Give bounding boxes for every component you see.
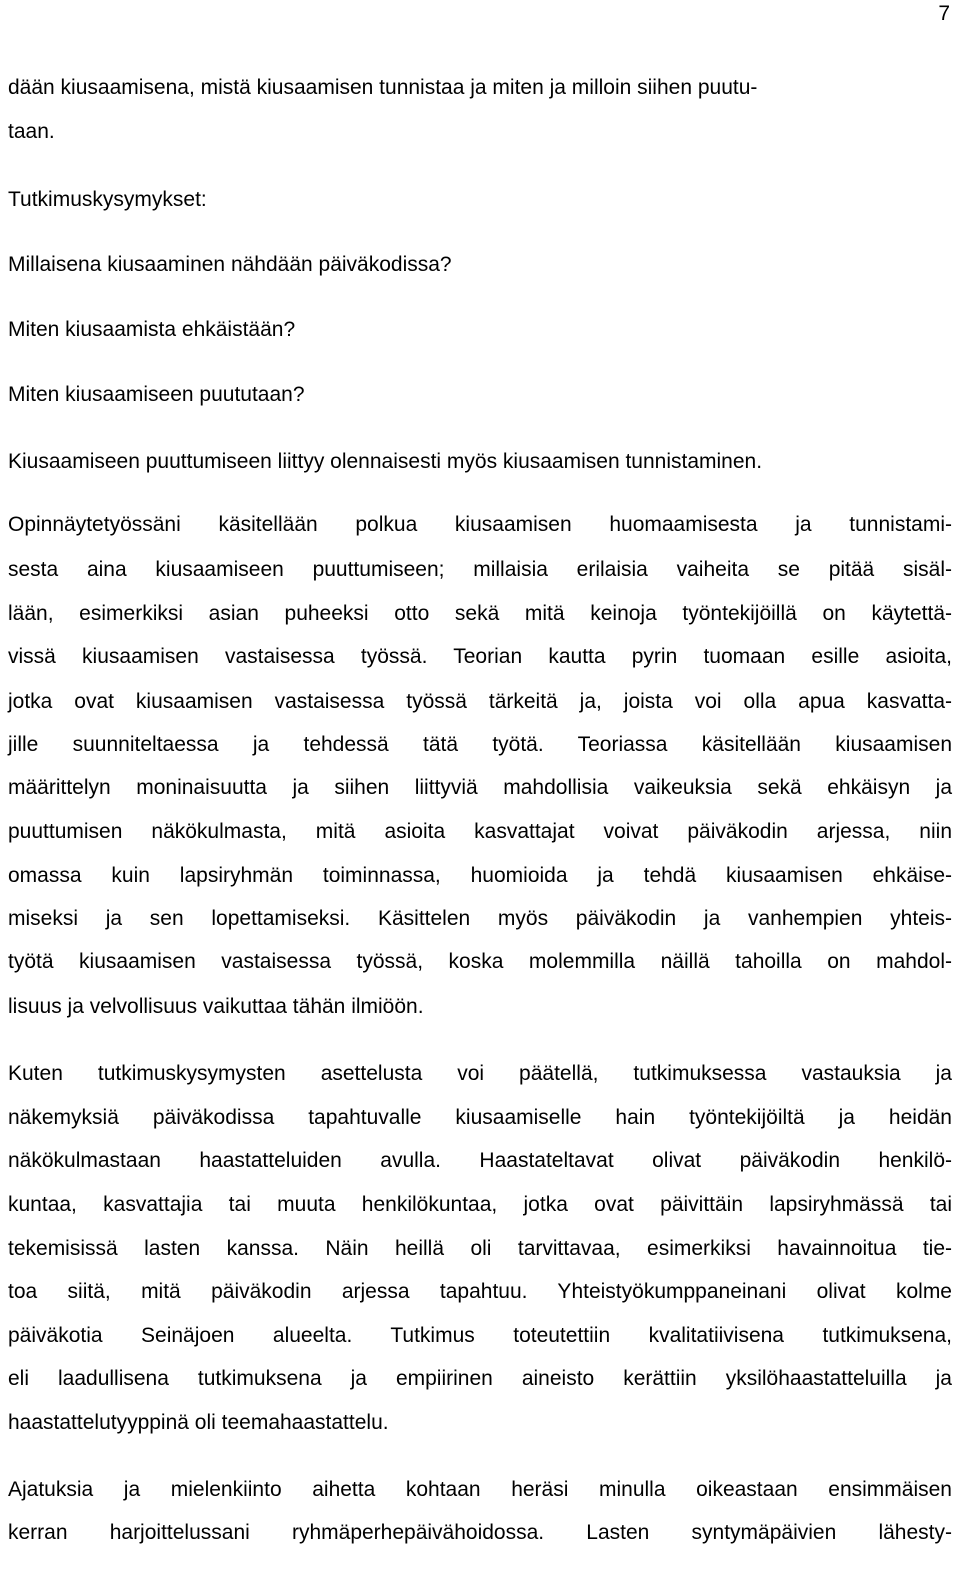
text-line: Millaisena kiusaaminen nähdään päiväkodissa?: [8, 253, 452, 276]
text-line: kerran harjoittelussani ryhmäperhepäivähoidossa. Lasten syntymäpäivien lähesty-: [8, 1521, 952, 1544]
text-line: puuttumisen näkökulmasta, mitä asioita kasvattajat voivat päiväkodin arjessa, niin: [8, 820, 952, 843]
text-line: taan.: [8, 120, 55, 143]
text-line: omassa kuin lapsiryhmän toiminnassa, huomioida ja tehdä kiusaamisen ehkäise-: [8, 864, 952, 887]
text-line: Miten kiusaamista ehkäistään?: [8, 318, 296, 341]
text-line: päiväkotia Seinäjoen alueelta. Tutkimus toteutettiin kvalitatiivisena tutkimuksena,: [8, 1324, 952, 1347]
text-line: Kuten tutkimuskysymysten asettelusta voi päätellä, tutkimuksessa vastauksia ja: [8, 1062, 952, 1085]
text-line: Tutkimuskysymykset:: [8, 188, 207, 211]
text-line: Opinnäytetyössäni käsitellään polkua kiusaamisen huomaamisesta ja tunnistami-: [8, 513, 952, 536]
text-line: eli laadullisena tutkimuksena ja empiirinen aineisto kerättiin yksilöhaastatteluilla ja: [8, 1367, 952, 1390]
text-line: kuntaa, kasvattajia tai muuta henkilökuntaa, jotka ovat päivittäin lapsiryhmässä tai: [8, 1193, 952, 1216]
text-line: lään, esimerkiksi asian puheeksi otto sekä mitä keinoja työntekijöillä on käytettä-: [8, 602, 952, 625]
text-line: dään kiusaamisena, mistä kiusaamisen tunnistaa ja miten ja milloin siihen puutu-: [8, 76, 758, 99]
text-line: lisuus ja velvollisuus vaikuttaa tähän ilmiöön.: [8, 995, 424, 1018]
text-line: Ajatuksia ja mielenkiinto aihetta kohtaan heräsi minulla oikeastaan ensimmäisen: [8, 1478, 952, 1501]
text-line: toa siitä, mitä päiväkodin arjessa tapahtuu. Yhteistyökumppaneinani olivat kolme: [8, 1280, 952, 1303]
text-line: näkökulmastaan haastatteluiden avulla. Haastateltavat olivat päiväkodin henkilö-: [8, 1149, 952, 1172]
text-line: miseksi ja sen lopettamiseksi. Käsittelen myös päiväkodin ja vanhempien yhteis-: [8, 907, 952, 930]
text-line: Miten kiusaamiseen puututaan?: [8, 383, 305, 406]
text-line: työtä kiusaamisen vastaisessa työssä, koska molemmilla näillä tahoilla on mahdol-: [8, 950, 952, 973]
page-number: 7: [938, 2, 950, 25]
text-line: määrittelyn moninaisuutta ja siihen liittyviä mahdollisia vaikeuksia sekä ehkäisyn ja: [8, 776, 952, 799]
text-line: jille suunniteltaessa ja tehdessä tätä työtä. Teoriassa käsitellään kiusaamisen: [8, 733, 952, 756]
text-line: jotka ovat kiusaamisen vastaisessa työssä tärkeitä ja, joista voi olla apua kasvatta-: [8, 690, 952, 713]
text-line: näkemyksiä päiväkodissa tapahtuvalle kiusaamiselle hain työntekijöiltä ja heidän: [8, 1106, 952, 1129]
text-line: vissä kiusaamisen vastaisessa työssä. Teorian kautta pyrin tuomaan esille asioita,: [8, 645, 952, 668]
text-line: tekemisissä lasten kanssa. Näin heillä oli tarvittavaa, esimerkiksi havainnoitua tie-: [8, 1237, 952, 1260]
text-line: Kiusaamiseen puuttumiseen liittyy olennaisesti myös kiusaamisen tunnistaminen.: [8, 450, 763, 473]
text-line: sesta aina kiusaamiseen puuttumiseen; millaisia erilaisia vaiheita se pitää sisäl-: [8, 558, 952, 581]
text-line: haastattelutyyppinä oli teemahaastattelu.: [8, 1411, 389, 1434]
